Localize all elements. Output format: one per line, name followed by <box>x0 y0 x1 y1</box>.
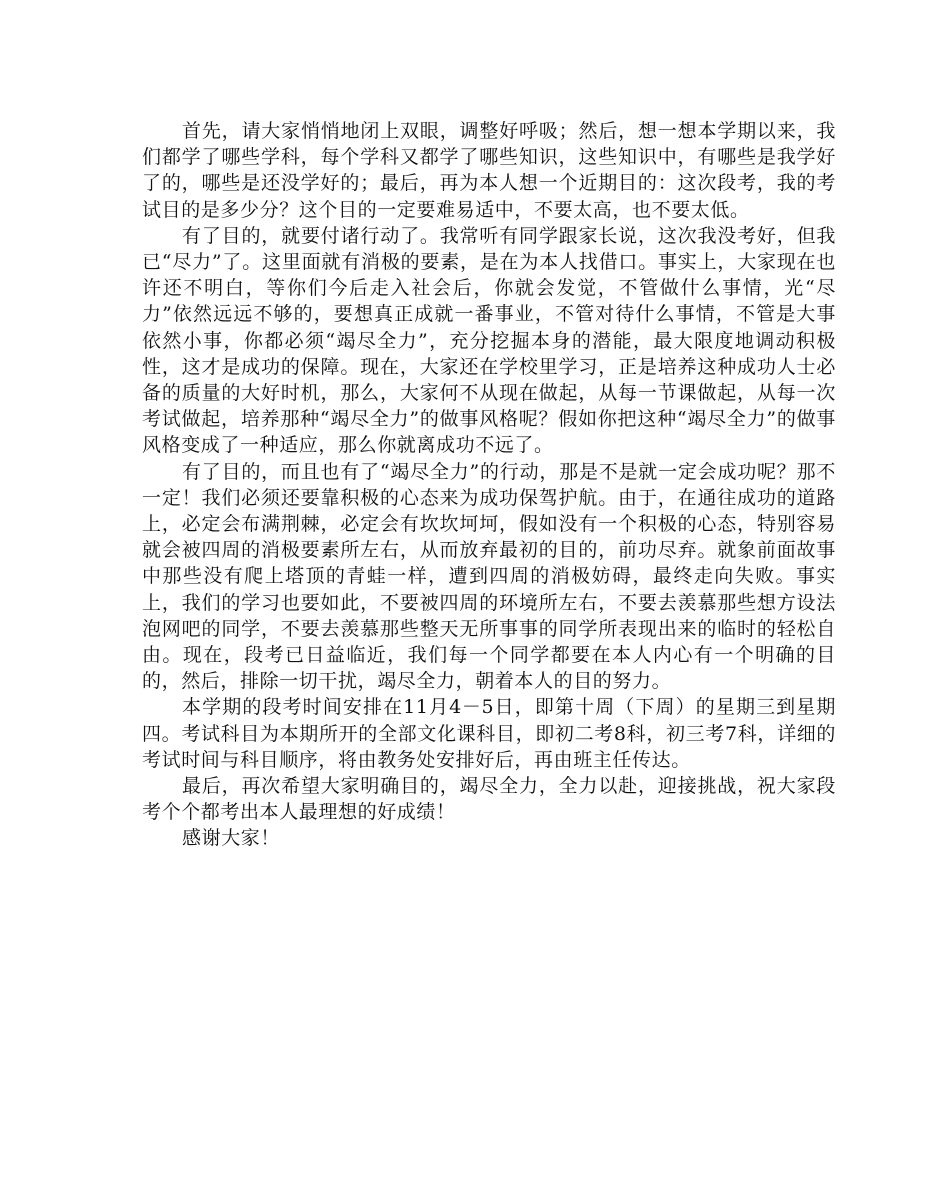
paragraph-goal-setting: 首先，请大家悄悄地闭上双眼，调整好呼吸；然后，想一想本学期以来，我们都学了哪些学科，每个学科又都学了哪些知识，这些知识中，有哪些是我学好了的，哪些是还没学好的；最后，再为本人想一个近期目的：这次段考，我的考试目的是多少分？这个目的一定要难易适中，不要太高，也不要太低。 <box>142 120 836 221</box>
document-body <box>142 118 836 852</box>
paragraph-positive-attitude: 有了目的，而且也有了“竭尽全力”的行动，那是不是就一定会成功呢？那不一定！我们必须还要靠积极的心态来为成功保驾护航。由于，在通往成功的道路上，必定会布满荆棘，必定会有坎坎坷坷，假如没有一个积极的心态，特别容易就会被四周的消极要素所左右，从而放弃最初的目的，前功尽弃。就象前面故事中那些没有爬上塔顶的青蛙一样，遭到四周的消极妨碍，最终走向失败。事实上，我们的学习也要如此，不要被四周的环境所左右，不要去羡慕那些想方设法泡网吧的同学，不要去羡慕那些整天无所事事的同学所表现出来的临时的轻松自由。现在，段考已日益临近，我们每一个同学都要在本人内心有一个明确的目的，然后，排除一切干扰，竭尽全力，朝着本人的目的努力。 <box>142 460 836 693</box>
paragraph-full-effort: 有了目的，就要付诸行动了。我常听有同学跟家长说，这次我没考好，但我已“尽力”了。这里面就有消极的要素，是在为本人找借口。事实上，大家现在也许还不明白，等你们今后走入社会后，你就会发觉，不管做什么事情，光“尽力”依然远远不够的，要想真正成就一番事业，不管对待什么事情，不管是大事依然小事，你都必须“竭尽全力”，充分挖掘本身的潜能，最大限度地调动积极性，这才是成功的保障。现在，大家还在学校里学习，正是培养这种成功人士必备的质量的大好时机，那么，大家何不从现在做起，从每一节课做起，从每一次考试做起，培养那种“竭尽全力”的做事风格呢？假如你把这种“竭尽全力”的做事风格变成了一种适应，那么你就离成功不远了。 <box>142 224 836 457</box>
paragraph-thanks: 感谢大家！ <box>182 827 281 850</box>
paragraph-exam-schedule: 本学期的段考时间安排在11月4－5日，即第十周（下周）的星期三到星期四。考试科目为本期所开的全部文化课科目，即初二考8科，初三考7科，详细的考试时间与科目顺序，将由教务处安排好后，再由班主任传达。 <box>142 696 836 771</box>
paragraph-closing-wish: 最后，再次希望大家明确目的，竭尽全力，全力以赴，迎接挑战，祝大家段考个个都考出本人最理想的好成绩！ <box>142 775 836 824</box>
